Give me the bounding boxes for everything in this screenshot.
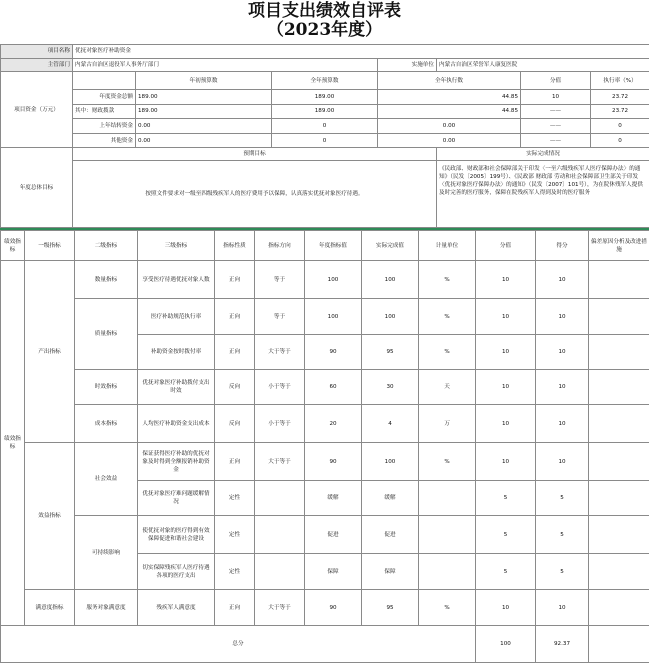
- level2-cost: 成本指标: [75, 405, 138, 443]
- indicator-actual: 保障: [362, 554, 419, 590]
- perf-label: 绩效指标: [1, 261, 25, 626]
- indicator-direction: 小于等于: [255, 370, 305, 405]
- indicator-actual: 100: [362, 443, 419, 481]
- level2-social: 社会效益: [75, 443, 138, 516]
- perf-header: 实际完成值: [362, 231, 419, 261]
- funds-cell: 0.00: [136, 133, 272, 148]
- level2-timeliness: 时效指标: [75, 370, 138, 405]
- indicator-unit: 万: [419, 405, 476, 443]
- sheet-title: [0, 2, 649, 40]
- indicator-deviation: [589, 370, 649, 405]
- indicator-got: 10: [536, 443, 589, 481]
- indicator-unit: [419, 516, 476, 554]
- funds-row-label: 其中：财政拨款: [73, 104, 136, 119]
- funds-header: 全年预算数: [272, 72, 378, 90]
- indicator-unit: %: [419, 261, 476, 299]
- perf-header: 偏差原因分析及改进措施: [589, 231, 649, 261]
- indicator-score: 5: [476, 481, 536, 516]
- indicator-score: 10: [476, 443, 536, 481]
- indicator-name: 保证获得医疗补助的优抚对象及时得到全额报销补助资金: [138, 443, 215, 481]
- indicator-unit: 天: [419, 370, 476, 405]
- indicator-score: 10: [476, 299, 536, 335]
- level2-sustainable: 可持续影响: [75, 516, 138, 590]
- indicator-deviation: [589, 299, 649, 335]
- indicator-got: 5: [536, 481, 589, 516]
- indicator-deviation: [589, 335, 649, 370]
- indicator-unit: %: [419, 299, 476, 335]
- indicator-actual: 95: [362, 590, 419, 626]
- indicator-got: 5: [536, 554, 589, 590]
- funds-cell: 44.85: [378, 89, 521, 104]
- indicator-direction: 大于等于: [255, 590, 305, 626]
- indicator-target: 60: [305, 370, 362, 405]
- indicator-unit: [419, 554, 476, 590]
- project-info-table: [0, 44, 649, 228]
- funds-row-label: 其他资金: [73, 133, 136, 148]
- indicator-unit: %: [419, 335, 476, 370]
- funds-cell: 0.00: [378, 133, 521, 148]
- indicator-row: [1, 261, 649, 299]
- indicator-actual: 95: [362, 335, 419, 370]
- indicator-target: 20: [305, 405, 362, 443]
- funds-cell: ——: [521, 133, 591, 148]
- indicator-unit: %: [419, 443, 476, 481]
- indicator-direction: 大于等于: [255, 443, 305, 481]
- indicator-direction: 等于: [255, 261, 305, 299]
- indicator-actual: 30: [362, 370, 419, 405]
- indicator-deviation: [589, 516, 649, 554]
- perf-header: 指标方向: [255, 231, 305, 261]
- indicator-got: 10: [536, 590, 589, 626]
- title-line2: （2023年度）: [266, 20, 383, 40]
- funds-header: 年初预算数: [136, 72, 272, 90]
- dept-value: 内蒙古自治区退役军人事务厅部门: [73, 58, 378, 72]
- indicator-score: 10: [476, 370, 536, 405]
- level2-service-satisfaction: 服务对象满意度: [75, 590, 138, 626]
- indicator-got: 10: [536, 299, 589, 335]
- perf-header: 计量单位: [419, 231, 476, 261]
- indicator-actual: 缓解: [362, 481, 419, 516]
- indicator-name: 残疾军人满意度: [138, 590, 215, 626]
- indicator-deviation: [589, 443, 649, 481]
- funds-row-label: 上年结转资金: [73, 119, 136, 134]
- indicator-name: 优抚对象医疗难问题缓解情况: [138, 481, 215, 516]
- funds-cell: 0.00: [378, 119, 521, 134]
- impl-label: 实施单位: [378, 58, 437, 72]
- indicator-direction: [255, 516, 305, 554]
- level1-output: 产出指标: [25, 261, 75, 443]
- level1-benefit: 效益指标: [25, 443, 75, 590]
- funds-cell: 23.72: [591, 89, 649, 104]
- indicator-got: 5: [536, 516, 589, 554]
- project-name: 优抚对象医疗补助资金: [73, 45, 649, 59]
- perf-header-row: [1, 231, 649, 261]
- level2-quantity: 数量指标: [75, 261, 138, 299]
- funds-row: [1, 89, 649, 104]
- total-score: 100: [476, 626, 536, 663]
- indicator-target: 保障: [305, 554, 362, 590]
- indicator-nature: 正向: [215, 335, 255, 370]
- indicator-target: 90: [305, 443, 362, 481]
- project-name-label: 项目名称: [1, 45, 73, 59]
- indicator-nature: 正向: [215, 443, 255, 481]
- performance-table: [0, 230, 649, 663]
- indicator-got: 10: [536, 370, 589, 405]
- indicator-unit: [419, 481, 476, 516]
- indicator-score: 10: [476, 405, 536, 443]
- goal-expected-header: 预期目标: [73, 148, 437, 161]
- indicator-name: 享受医疗待遇优抚对象人数: [138, 261, 215, 299]
- dept-label: 主管部门: [1, 58, 73, 72]
- indicator-nature: 定性: [215, 516, 255, 554]
- indicator-row: [1, 299, 649, 335]
- funds-cell: 0: [272, 133, 378, 148]
- indicator-name: 优抚对象医疗补助拨付支出时效: [138, 370, 215, 405]
- goal-actual: 《民政部、财政部和社会保障部关于印发〈一至六级残疾军人医疗保障办法〉的通知》（民发〔2005〕199号）、《民政部 财政部 劳动和社会保障部卫生部关于印发〈优抚对象医疗保障办法〉的通知》（民发〔2007〕101号），为在院休残军人提供及时完善的医疗服务，保障在院残疾军人得到及时的医疗服务: [437, 161, 649, 228]
- indicator-score: 5: [476, 554, 536, 590]
- indicator-row: [1, 370, 649, 405]
- perf-header: 年度指标值: [305, 231, 362, 261]
- funds-header: 分值: [521, 72, 591, 90]
- indicator-row: [1, 590, 649, 626]
- goal-actual-header: 实际完成情况: [437, 148, 649, 161]
- funds-cell: 23.72: [591, 104, 649, 119]
- indicator-actual: 100: [362, 299, 419, 335]
- funds-row-label: 年度资金总额: [73, 89, 136, 104]
- funds-cell: ——: [521, 119, 591, 134]
- total-row: [1, 626, 649, 663]
- indicator-name: 使优抚对象的医疗得到有效保障促进和谐社会建设: [138, 516, 215, 554]
- indicator-name: 医疗补助规范执行率: [138, 299, 215, 335]
- level2-quality: 质量指标: [75, 299, 138, 370]
- funds-cell: 189.00: [136, 104, 272, 119]
- indicator-deviation: [589, 481, 649, 516]
- indicator-target: 缓解: [305, 481, 362, 516]
- indicator-deviation: [589, 405, 649, 443]
- indicator-row: [1, 405, 649, 443]
- total-label: 总分: [1, 626, 476, 663]
- indicator-deviation: [589, 590, 649, 626]
- indicator-row: [1, 443, 649, 481]
- funds-label: 项目资金（万元）: [1, 72, 73, 148]
- funds-header: 执行率（%）: [591, 72, 649, 90]
- indicator-name: 补助资金按时拨付率: [138, 335, 215, 370]
- level1-satisfaction: 满意度指标: [25, 590, 75, 626]
- perf-header: 三级指标: [138, 231, 215, 261]
- indicator-target: 促进: [305, 516, 362, 554]
- funds-cell: 189.00: [136, 89, 272, 104]
- perf-header: 一级指标: [25, 231, 75, 261]
- indicator-score: 10: [476, 335, 536, 370]
- indicator-row: [1, 516, 649, 554]
- indicator-actual: 4: [362, 405, 419, 443]
- indicator-target: 90: [305, 590, 362, 626]
- indicator-direction: 等于: [255, 299, 305, 335]
- indicator-nature: 定性: [215, 554, 255, 590]
- indicator-unit: %: [419, 590, 476, 626]
- goal-label: 年度总体目标: [1, 148, 73, 228]
- indicator-score: 10: [476, 261, 536, 299]
- indicator-got: 10: [536, 335, 589, 370]
- indicator-actual: 促进: [362, 516, 419, 554]
- perf-header: 绩效指标: [1, 231, 25, 261]
- funds-row: [1, 119, 649, 134]
- funds-cell: ——: [521, 104, 591, 119]
- indicator-nature: 正向: [215, 590, 255, 626]
- indicator-direction: [255, 554, 305, 590]
- total-got: 92.37: [536, 626, 589, 663]
- indicator-got: 10: [536, 405, 589, 443]
- indicator-direction: 大于等于: [255, 335, 305, 370]
- impl-value: 内蒙古自治区荣誉军人康复医院: [437, 58, 649, 72]
- indicator-score: 5: [476, 516, 536, 554]
- indicator-actual: 100: [362, 261, 419, 299]
- total-deviation: [589, 626, 649, 663]
- funds-cell: 0: [591, 119, 649, 134]
- indicator-name: 人均医疗补助资金支出成本: [138, 405, 215, 443]
- indicator-nature: 正向: [215, 299, 255, 335]
- funds-header: 全年执行数: [378, 72, 521, 90]
- funds-cell: 189.00: [272, 89, 378, 104]
- indicator-nature: 反向: [215, 405, 255, 443]
- funds-cell: 189.00: [272, 104, 378, 119]
- perf-header: 分值: [476, 231, 536, 261]
- indicator-deviation: [589, 261, 649, 299]
- indicator-score: 10: [476, 590, 536, 626]
- title-line1: 项目支出绩效自评表: [248, 1, 401, 21]
- funds-cell: 0: [272, 119, 378, 134]
- funds-cell: 0.00: [136, 119, 272, 134]
- indicator-got: 10: [536, 261, 589, 299]
- indicator-name: 切实保障残疾军人医疗待遇各项的医疗支出: [138, 554, 215, 590]
- indicator-target: 100: [305, 261, 362, 299]
- indicator-nature: 反向: [215, 370, 255, 405]
- perf-header: 指标性质: [215, 231, 255, 261]
- indicator-nature: 正向: [215, 261, 255, 299]
- indicator-deviation: [589, 554, 649, 590]
- perf-header: 得分: [536, 231, 589, 261]
- indicator-target: 100: [305, 299, 362, 335]
- funds-cell: 44.85: [378, 104, 521, 119]
- indicator-direction: 小于等于: [255, 405, 305, 443]
- indicator-target: 90: [305, 335, 362, 370]
- funds-cell: 0: [591, 133, 649, 148]
- goal-expected: 按照文件要求对一级至四级残疾军人的医疗费用予以保障，认真落实优抚对象医疗待遇。: [73, 161, 437, 228]
- funds-row: [1, 104, 649, 119]
- perf-header: 二级指标: [75, 231, 138, 261]
- indicator-direction: [255, 481, 305, 516]
- funds-cell: 10: [521, 89, 591, 104]
- funds-row: [1, 133, 649, 148]
- indicator-nature: 定性: [215, 481, 255, 516]
